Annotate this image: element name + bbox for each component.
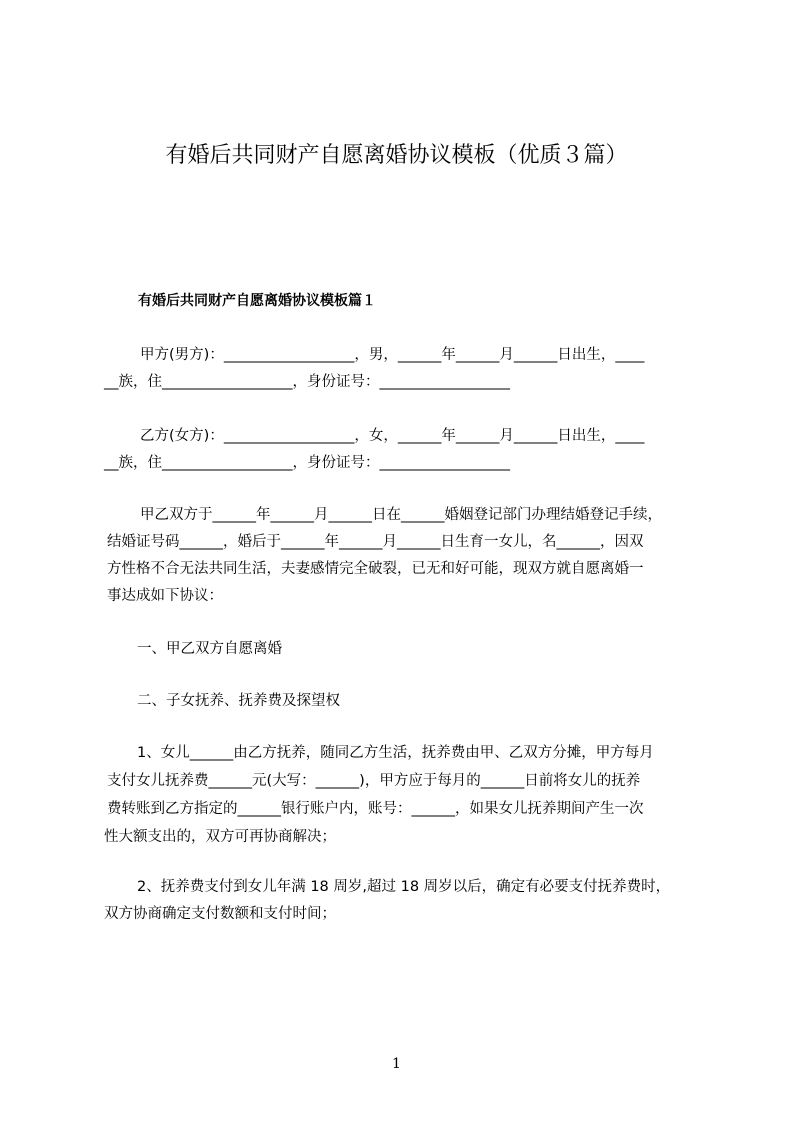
item-2-line-1: 2、抚养费支付到女儿年满 18 周岁,超过 18 周岁以后，确定有必要支付抚养费时， [137, 879, 671, 895]
intro-line-4: 事达成如下协议： [107, 588, 223, 604]
clause-1: 一、甲乙双方自愿离婚 [137, 641, 282, 657]
item-1-line-4: 性大额支出的，双方可再协商解决； [104, 829, 336, 845]
intro-line-3: 方性格不合无法共同生活，夫妻感情完全破裂，已无和好可能，现双方就自愿离婚一 [107, 561, 644, 577]
intro-line-1: 甲乙双方于______年______月______日在______婚姻登记部门办理结婚登记手续， [140, 507, 662, 523]
intro-line-2: 结婚证号码______，婚后于______年______月______日生育一女儿，名______，因双 [107, 534, 644, 550]
page-title: 有婚后共同财产自愿离婚协议模板（优质３篇） [165, 143, 628, 168]
page-number: 1 [392, 1056, 401, 1072]
party-b-line-1: 乙方(女方)：__________________，女，______年______月______日出生，____ [140, 428, 645, 444]
item-1-line-3: 费转账到乙方指定的______银行账户内，账号：______，如果女儿抚养期间产生一次 [107, 801, 644, 817]
party-a-line-1: 甲方(男方)：__________________，男，______年______月______日出生，____ [140, 347, 645, 363]
item-2-line-2: 双方协商确定支付数额和支付时间； [104, 906, 336, 922]
party-b-line-2: __族，住__________________，身份证号：__________________ [104, 455, 510, 471]
item-1-line-1: 1、女儿______由乙方抚养，随同乙方生活，抚养费由甲、乙双方分摊，甲方每月 [137, 745, 654, 761]
section-heading: 有婚后共同财产自愿离婚协议模板篇１ [138, 293, 376, 309]
item-1-line-2: 支付女儿抚养费______元(大写：______)，甲方应于每月的______日前将女儿的抚养 [107, 773, 641, 789]
clause-2: 二、子女抚养、抚养费及探望权 [137, 693, 340, 709]
party-a-line-2: __族，住__________________，身份证号：__________________ [104, 374, 510, 390]
